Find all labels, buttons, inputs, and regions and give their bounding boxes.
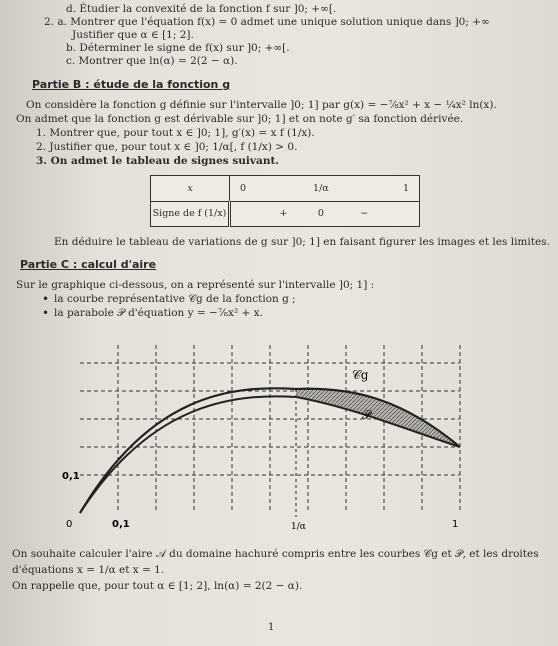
x-tick-alpha: 1/α bbox=[291, 522, 306, 532]
sign-table-x-alpha: 1/α bbox=[292, 176, 351, 202]
sign-table-zero: 0 bbox=[292, 201, 351, 227]
sign-table-row-x bbox=[151, 176, 420, 202]
bullet-parabola: • la parabole 𝒫 d'équation y = −⁷⁄₈x² + x. bbox=[54, 307, 263, 320]
question-2b: b. Déterminer le signe de f(x) sur ]0; +∞[. bbox=[66, 42, 290, 54]
grid bbox=[80, 345, 460, 513]
bullet-curve-cg: • la courbe représentative 𝒞g de la fonction g ; bbox=[54, 293, 296, 306]
part-b-heading: Partie B : étude de la fonction g bbox=[32, 78, 231, 91]
reminder-ln: On rappelle que, pour tout α ∈ [1; 2], ln(α) = 2(2 − α). bbox=[12, 580, 303, 592]
sign-table bbox=[150, 175, 420, 227]
x-tick-01: 0,1 bbox=[112, 519, 130, 530]
part-c-heading: Partie C : calcul d'aire bbox=[20, 258, 157, 271]
y-tick-01: 0,1 bbox=[62, 471, 80, 482]
question-b3: 3. On admet le tableau de signes suivant. bbox=[36, 155, 279, 167]
question-2a: 2. a. Montrer que l'équation f(x) = 0 admet une unique solution unique dans ]0; +∞ bbox=[44, 16, 490, 28]
sign-table-row-sign bbox=[151, 201, 420, 227]
question-2a-justify: Justifier que α ∈ [1; 2]. bbox=[72, 29, 194, 41]
label-p: 𝒫 bbox=[362, 408, 371, 422]
sign-table-x-1: 1 bbox=[350, 176, 419, 202]
origin-label: 0 bbox=[66, 519, 73, 530]
deduce-variations: En déduire le tableau de variations de g sur ]0; 1] en faisant figurer les images et les limites. bbox=[54, 236, 550, 248]
sign-table-minus: − bbox=[350, 201, 419, 227]
sign-table-x-label: x bbox=[151, 176, 230, 202]
label-cg: 𝒞g bbox=[352, 368, 369, 382]
x-tick-1: 1 bbox=[452, 519, 459, 530]
sign-table-x-0: 0 bbox=[230, 176, 292, 202]
part-b-admit: On admet que la fonction g est dérivable sur ]0; 1] et on note g′ sa fonction dérivée. bbox=[16, 113, 464, 125]
area-question-lines: d'équations x = 1/α et x = 1. bbox=[12, 564, 165, 576]
part-c-intro: Sur le graphique ci-dessous, on a représenté sur l'intervalle ]0; 1] : bbox=[16, 279, 375, 291]
question-2c: c. Montrer que ln(α) = 2(2 − α). bbox=[66, 55, 238, 67]
area-question: On souhaite calculer l'aire 𝒜 du domaine hachuré compris entre les courbes 𝒞g et 𝒫, et les droites bbox=[12, 548, 539, 560]
question-b1: 1. Montrer que, pour tout x ∈ ]0; 1], g′(x) = x f (1/x). bbox=[36, 127, 315, 139]
area-graph bbox=[60, 335, 470, 535]
sign-table-plus: + bbox=[230, 201, 292, 227]
sign-table-sign-label: Signe de f (1/x) bbox=[151, 201, 230, 227]
page-number: 1 bbox=[268, 622, 275, 633]
part-b-intro: On considère la fonction g définie sur l'intervalle ]0; 1] par g(x) = −⁷⁄₈x² + x − ¼x² ln(x). bbox=[26, 99, 497, 111]
question-1d: d. Étudier la convexité de la fonction f sur ]0; +∞[. bbox=[66, 3, 337, 15]
question-b2: 2. Justifier que, pour tout x ∈ ]0; 1/α[, f (1/x) > 0. bbox=[36, 141, 298, 153]
